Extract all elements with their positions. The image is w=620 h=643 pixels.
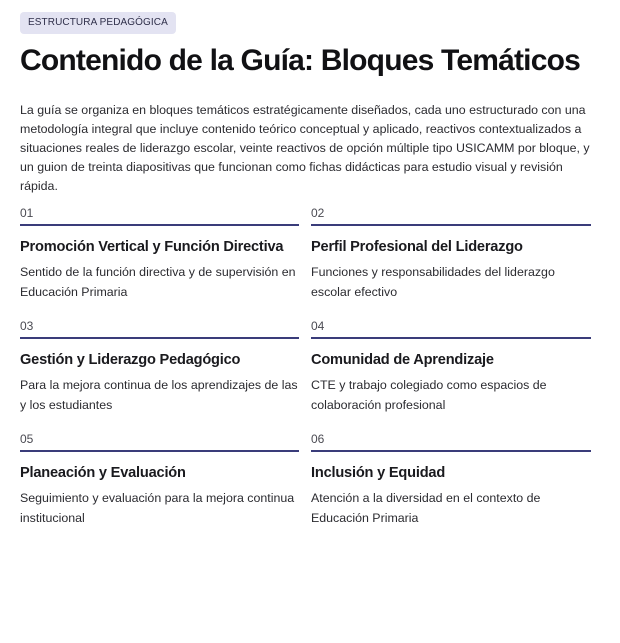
block-title: Perfil Profesional del Liderazgo: [311, 239, 523, 255]
block-number: 02: [311, 206, 591, 226]
block-item-04: [311, 319, 591, 432]
section-tag: ESTRUCTURA PEDAGÓGICA: [20, 12, 176, 34]
block-item-06: [311, 432, 591, 545]
block-item-03: [20, 319, 299, 432]
block-description: Para la mejora continua de los aprendizajes de las y los estudiantes: [20, 378, 298, 412]
block-description: CTE y trabajo colegiado como espacios de colaboración profesional: [311, 378, 547, 412]
block-number: 01: [20, 206, 299, 226]
block-number: 04: [311, 319, 591, 339]
blocks-grid: [20, 206, 600, 545]
block-item-05: [20, 432, 299, 545]
block-number: 05: [20, 432, 299, 452]
intro-paragraph: La guía se organiza en bloques temáticos estratégicamente diseñados, cada uno estructurado con una metodología integral que incluye contenido teórico conceptual y aplicado, reactivos contextualizados a situaciones reales de liderazgo escolar, veinte reactivos de opción múltiple tipo USICAMM por bloque, y un guion de treinta diapositivas que funcionan como fichas didácticas para estudio visual y revisión rápida.: [20, 103, 590, 193]
block-title: Comunidad de Aprendizaje: [311, 352, 494, 368]
block-number: 06: [311, 432, 591, 452]
block-number: 03: [20, 319, 299, 339]
block-description: Sentido de la función directiva y de supervisión en Educación Primaria: [20, 265, 296, 299]
block-description: Seguimiento y evaluación para la mejora continua institucional: [20, 491, 295, 525]
block-title: Promoción Vertical y Función Directiva: [20, 239, 284, 255]
page-title: Contenido de la Guía: Bloques Temáticos: [20, 44, 580, 77]
block-description: Funciones y responsabilidades del liderazgo escolar efectivo: [311, 265, 555, 299]
block-title: Inclusión y Equidad: [311, 465, 446, 481]
block-item-01: [20, 206, 299, 319]
block-description: Atención a la diversidad en el contexto de Educación Primaria: [311, 491, 541, 525]
block-title: Gestión y Liderazgo Pedagógico: [20, 352, 241, 368]
block-item-02: [311, 206, 591, 319]
block-title: Planeación y Evaluación: [20, 465, 186, 481]
